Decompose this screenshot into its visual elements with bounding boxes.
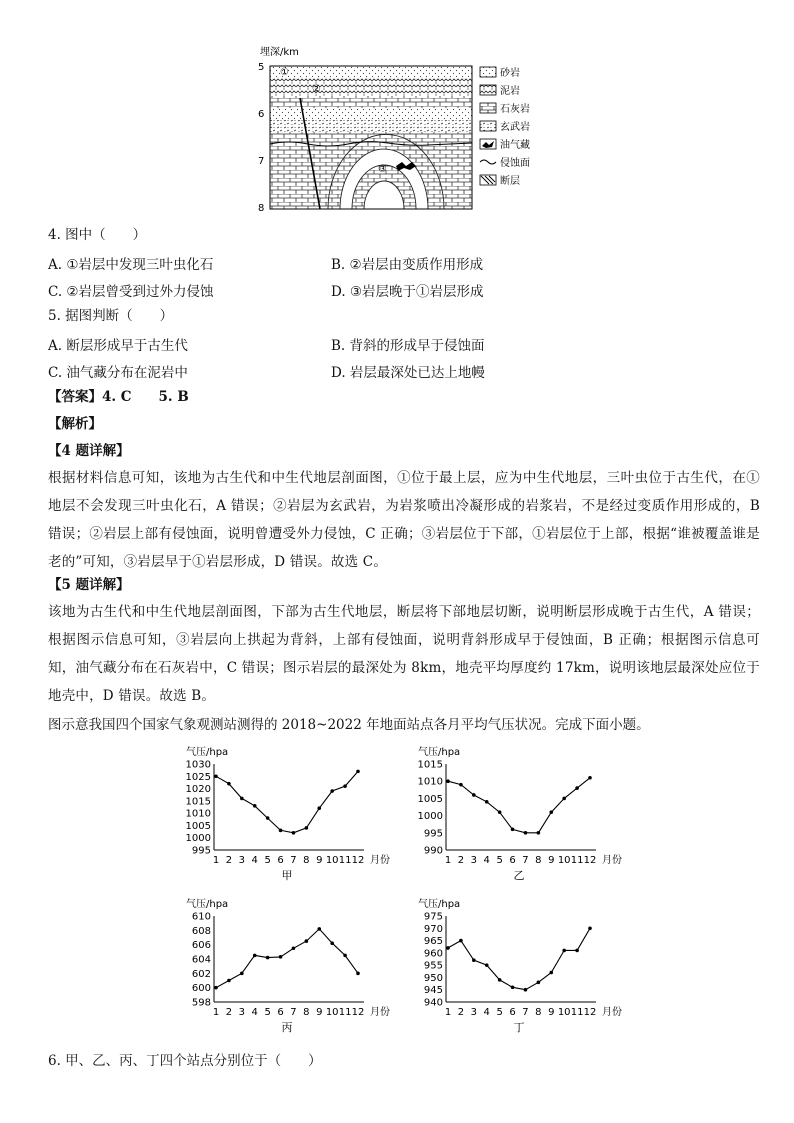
y-tick-label: 995 — [191, 845, 211, 857]
chart-title: 乙 — [513, 869, 525, 882]
chart-title: 甲 — [281, 869, 293, 882]
x-tick-label: 2 — [457, 855, 465, 866]
series-line — [448, 928, 590, 989]
y-tick-label: 960 — [423, 948, 443, 960]
data-point — [537, 831, 541, 835]
x-tick-label: 1 — [212, 1007, 220, 1018]
data-point — [317, 927, 321, 931]
question-5-option-c: C. 油气藏分布在泥岩中 — [48, 365, 188, 381]
data-point — [253, 804, 257, 808]
y-tick-label: 602 — [191, 968, 211, 980]
chart-title: 丙 — [281, 1021, 293, 1034]
x-tick-label: 7 — [290, 1007, 297, 1018]
data-point — [330, 941, 334, 945]
legend-label: 砂岩 — [500, 68, 520, 79]
data-point — [562, 797, 566, 801]
data-point — [305, 826, 309, 830]
x-tick-label: 12 — [351, 1007, 365, 1018]
data-point — [446, 779, 450, 783]
depth-tick: 8 — [258, 203, 265, 214]
x-tick-label: 1 — [444, 1007, 452, 1018]
x-tick-label: 11 — [570, 855, 584, 866]
x-tick-label: 5 — [496, 1007, 503, 1018]
x-tick-label: 12 — [351, 855, 365, 866]
x-tick-label: 7 — [522, 855, 529, 866]
y-tick-label: 940 — [423, 997, 443, 1009]
y-tick-label: 965 — [423, 936, 443, 948]
chart-xlabel: 月份 — [370, 855, 390, 866]
data-point — [459, 939, 463, 943]
data-point — [227, 979, 231, 983]
data-point — [343, 954, 347, 958]
data-point — [575, 786, 579, 790]
data-point — [305, 939, 309, 943]
data-point — [588, 776, 592, 780]
y-tick-label: 950 — [423, 972, 443, 984]
chart-xlabel: 月份 — [602, 1007, 622, 1018]
depth-tick: 5 — [258, 62, 265, 73]
y-tick-label: 955 — [423, 960, 443, 972]
x-tick-label: 6 — [509, 1007, 516, 1018]
x-tick-label: 5 — [264, 855, 271, 866]
x-tick-label: 8 — [303, 855, 310, 866]
data-point — [214, 774, 218, 778]
data-point — [498, 810, 502, 814]
data-point — [343, 784, 347, 788]
data-point — [575, 949, 579, 953]
question-5-stem: 5. 据图判断（ ） — [48, 308, 174, 324]
legend-label: 玄武岩 — [500, 122, 530, 133]
data-point — [549, 971, 553, 975]
data-point — [317, 806, 321, 810]
data-point — [292, 946, 296, 950]
data-point — [240, 797, 244, 801]
y-tick-label: 970 — [423, 923, 443, 935]
detail-5-text: 该地为古生代和中生代地层剖面图，下部为古生代地层，断层将下部地层切断，说明断层形成晚于古生代，A 错误；根据图示信息可知，③岩层向上拱起为背斜，上部有侵蚀面，说明背斜形成早于侵蚀面，B 正确；根据图示信息可知，油气藏分布在石灰岩中，C 错误；图示岩层的最深处为 8km，地壳平均厚度约 17km，说明该地层最深处应位于地壳中，D 错误。故选 B。 — [48, 604, 760, 704]
x-tick-label: 12 — [583, 855, 597, 866]
legend-label: 侵蚀面 — [500, 158, 530, 169]
intro-text: 图示意我国四个国家气象观测站测得的 2018~2022 年地面站点各月平均气压状况。完成下面小题。 — [48, 717, 650, 733]
data-point — [266, 816, 270, 820]
y-tick-label: 990 — [423, 845, 443, 857]
data-point — [549, 810, 553, 814]
y-tick-label: 1005 — [417, 793, 443, 805]
y-tick-label: 1015 — [185, 796, 211, 808]
x-tick-label: 7 — [522, 1007, 529, 1018]
question-4-option-c: C. ②岩层曾受到过外力侵蚀 — [48, 284, 214, 300]
y-tick-label: 1015 — [417, 759, 443, 771]
data-point — [524, 831, 528, 835]
x-tick-label: 9 — [548, 1007, 555, 1018]
x-tick-label: 4 — [251, 1007, 258, 1018]
x-tick-label: 9 — [316, 855, 323, 866]
data-point — [356, 972, 360, 976]
x-tick-label: 3 — [238, 855, 246, 866]
y-tick-label: 1025 — [185, 771, 211, 783]
y-tick-label: 975 — [423, 911, 443, 923]
y-tick-label: 600 — [191, 983, 211, 995]
chart-panel — [418, 746, 622, 882]
y-tick-label: 1010 — [417, 776, 443, 788]
y-tick-label: 608 — [191, 925, 211, 937]
x-tick-label: 12 — [583, 1007, 597, 1018]
x-tick-label: 8 — [535, 1007, 542, 1018]
y-tick-label: 604 — [191, 954, 211, 966]
data-point — [227, 782, 231, 786]
chart-xlabel: 月份 — [602, 855, 622, 866]
data-point — [588, 926, 592, 930]
x-tick-label: 10 — [325, 1007, 339, 1018]
x-tick-label: 7 — [290, 855, 297, 866]
x-tick-label: 11 — [570, 1007, 584, 1018]
series-line — [216, 929, 358, 988]
question-4-stem: 4. 图中（ ） — [48, 227, 147, 243]
y-tick-label: 1010 — [185, 808, 211, 820]
chart-title: 丁 — [513, 1021, 525, 1034]
legend-label: 断层 — [500, 176, 520, 187]
legend-label: 石灰岩 — [500, 104, 530, 115]
series-line — [448, 778, 590, 833]
x-tick-label: 2 — [457, 1007, 465, 1018]
x-tick-label: 2 — [225, 1007, 233, 1018]
layer-label: ② — [312, 84, 321, 95]
data-point — [562, 949, 566, 953]
question-4-option-a: A. ①岩层中发现三叶虫化石 — [48, 257, 214, 273]
question-5-option-d: D. 岩层最深处已达上地幔 — [331, 365, 485, 381]
x-tick-label: 5 — [496, 855, 503, 866]
data-point — [279, 955, 283, 959]
strata — [270, 66, 472, 209]
chart-xlabel: 月份 — [370, 1007, 390, 1018]
detail-4-heading: 【4 题详解】 — [48, 443, 130, 459]
data-point — [498, 978, 502, 982]
x-tick-label: 4 — [251, 855, 258, 866]
x-tick-label: 2 — [225, 855, 233, 866]
data-point — [524, 988, 528, 992]
geology-legend — [480, 66, 530, 187]
analysis-heading: 【解析】 — [48, 416, 102, 432]
data-point — [537, 981, 541, 985]
x-tick-label: 1 — [212, 855, 220, 866]
x-tick-label: 6 — [277, 855, 284, 866]
question-5-option-a: A. 断层形成早于古生代 — [48, 338, 188, 354]
chart-ylabel: 气压/hpa — [418, 747, 461, 758]
chart-panel — [186, 898, 390, 1034]
depth-tick: 7 — [258, 156, 265, 167]
data-point — [240, 972, 244, 976]
detail-5-heading: 【5 题详解】 — [48, 577, 130, 593]
data-point — [279, 829, 283, 833]
legend-label: 油气藏 — [500, 140, 530, 151]
geology-cross-section — [248, 42, 578, 220]
layer-label: ③ — [378, 164, 387, 175]
x-tick-label: 10 — [557, 855, 571, 866]
chart-panel — [186, 746, 390, 882]
x-tick-label: 3 — [470, 855, 478, 866]
layer-label: ① — [280, 67, 289, 78]
x-tick-label: 9 — [316, 1007, 323, 1018]
x-tick-label: 1 — [444, 855, 452, 866]
x-tick-label: 6 — [509, 855, 516, 866]
data-point — [472, 793, 476, 797]
question-4-option-b: B. ②岩层由变质作用形成 — [331, 257, 484, 273]
x-tick-label: 4 — [483, 1007, 490, 1018]
x-tick-label: 9 — [548, 855, 555, 866]
depth-tick: 6 — [258, 109, 265, 120]
data-point — [292, 831, 296, 835]
data-point — [511, 985, 515, 989]
y-tick-label: 1000 — [185, 833, 211, 845]
y-tick-label: 995 — [423, 828, 443, 840]
detail-4-text: 根据材料信息可知，该地为古生代和中生代地层剖面图，①位于最上层，应为中生代地层，三叶虫位于古生代，在①地层不会发现三叶虫化石，A 错误；②岩层为玄武岩，为岩浆喷出冷凝形成的岩浆岩，不是经过变质作用形成的，B 错误；②岩层上部有侵蚀面，说明曾遭受外力侵蚀，C 正确；③岩层位于下部，①岩层位于上部，根据“谁被覆盖谁是老的”可知，③岩层早于①岩层形成，D 错误。故选 C。 — [48, 470, 760, 570]
y-tick-label: 598 — [191, 997, 211, 1009]
legend-label: 泥岩 — [500, 86, 520, 97]
y-tick-label: 606 — [191, 940, 211, 952]
data-point — [253, 954, 257, 958]
chart-panel — [418, 898, 622, 1034]
x-tick-label: 8 — [535, 855, 542, 866]
pressure-charts — [180, 742, 640, 1044]
x-tick-label: 11 — [338, 1007, 352, 1018]
x-tick-label: 6 — [277, 1007, 284, 1018]
question-4-option-d: D. ③岩层晚于①岩层形成 — [331, 284, 484, 300]
x-tick-label: 8 — [303, 1007, 310, 1018]
data-point — [446, 946, 450, 950]
data-point — [330, 789, 334, 793]
x-tick-label: 3 — [238, 1007, 246, 1018]
x-tick-label: 11 — [338, 855, 352, 866]
x-tick-label: 10 — [557, 1007, 571, 1018]
x-tick-label: 4 — [483, 855, 490, 866]
answer-line: 【答案】4. C 5. B — [48, 389, 189, 405]
data-point — [356, 770, 360, 774]
x-tick-label: 5 — [264, 1007, 271, 1018]
data-point — [214, 986, 218, 990]
chart-ylabel: 气压/hpa — [418, 899, 461, 910]
question-6-stem: 6. 甲、乙、丙、丁四个站点分别位于（ ） — [48, 1053, 322, 1069]
data-point — [511, 828, 515, 832]
chart-ylabel: 气压/hpa — [186, 899, 229, 910]
y-tick-label: 1030 — [185, 759, 211, 771]
chart-ylabel: 气压/hpa — [186, 747, 229, 758]
erosion-surface-icon — [480, 160, 496, 164]
series-line — [216, 771, 358, 832]
y-tick-label: 1005 — [185, 820, 211, 832]
data-point — [472, 958, 476, 962]
data-point — [459, 783, 463, 787]
y-tick-label: 945 — [423, 985, 443, 997]
y-tick-label: 1020 — [185, 784, 211, 796]
data-point — [266, 956, 270, 960]
question-5-option-b: B. 背斜的形成早于侵蚀面 — [331, 338, 485, 354]
x-tick-label: 3 — [470, 1007, 478, 1018]
x-tick-label: 10 — [325, 855, 339, 866]
data-point — [485, 800, 489, 804]
depth-axis-label: 埋深/km — [260, 47, 299, 58]
y-tick-label: 1000 — [417, 811, 443, 823]
data-point — [485, 963, 489, 967]
y-tick-label: 610 — [191, 911, 211, 923]
